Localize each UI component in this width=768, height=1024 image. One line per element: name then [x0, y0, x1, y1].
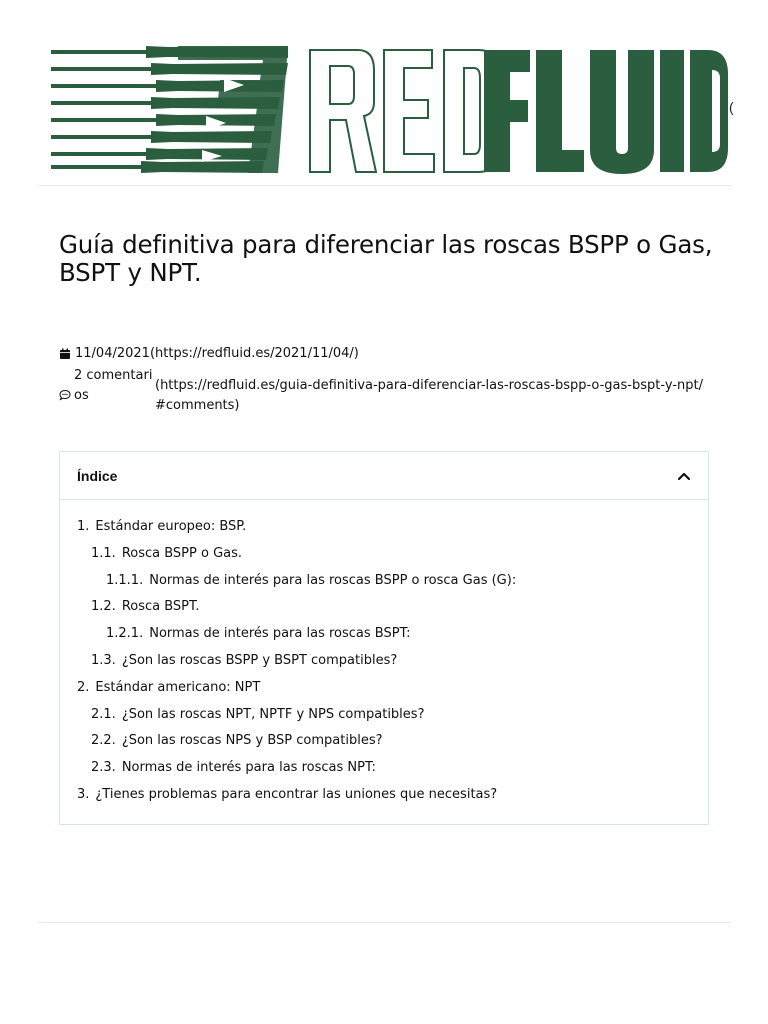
toc-item[interactable]: 1.2.1. Normas de interés para las roscas BSPT: [106, 626, 411, 642]
toc-list [60, 500, 708, 809]
post-date-url: (https://redfluid.es/2021/11/04/) [149, 346, 359, 361]
table-of-contents [59, 451, 709, 825]
comments-url-link[interactable]: (https://redfluid.es/guia-definitiva-para-diferenciar-las-roscas-bspp-o-gas-bspt-y-npt/#comments) [155, 378, 703, 413]
comments-count-link[interactable]: 2 comentarios [74, 368, 153, 403]
toc-title: Índice [77, 467, 118, 484]
toc-item[interactable]: 1. Estándar europeo: BSP. [77, 519, 247, 534]
toc-header[interactable] [60, 452, 708, 500]
logo-red-letters [310, 50, 500, 172]
header-divider [38, 185, 732, 186]
site-header [0, 0, 768, 186]
toc-item[interactable]: 2.1. ¿Son las roscas NPT, NPTF y NPS compatibles? [91, 706, 425, 722]
toc-item[interactable]: 2. Estándar americano: NPT [77, 679, 261, 695]
post-date-text: 11/04/2021 [75, 346, 150, 361]
fluid-streams-icon [51, 46, 288, 173]
toc-item[interactable]: 1.2. Rosca BSPT. [91, 599, 200, 615]
toc-item[interactable]: 1.1. Rosca BSPP o Gas. [91, 545, 243, 561]
calendar-icon [59, 348, 71, 360]
toc-item[interactable]: 1.3. ¿Son las roscas BSPP y BSPT compatibles? [91, 652, 398, 668]
footer-divider [38, 922, 732, 923]
toc-item[interactable]: 1.1.1. Normas de interés para las roscas BSPP o rosca Gas (G): [106, 572, 517, 588]
post-date [59, 346, 359, 361]
post-date-link[interactable] [75, 346, 359, 361]
header-stray-paren: ( [729, 99, 734, 115]
logo-fluid-letters [484, 50, 728, 174]
redfluid-logo [48, 40, 728, 180]
toc-item[interactable]: 3. ¿Tienes problemas para encontrar las uniones que necesitas? [77, 786, 498, 802]
toc-item[interactable]: 2.2. ¿Son las roscas NPS y BSP compatibles? [91, 733, 383, 749]
site-logo-link[interactable] [48, 40, 728, 180]
comment-icon [59, 389, 71, 401]
chevron-up-icon[interactable] [676, 468, 692, 484]
toc-item[interactable]: 2.3. Normas de interés para las roscas NPT: [91, 760, 376, 776]
article-title: Guía definitiva para diferenciar las roscas BSPP o Gas, BSPT y NPT. [59, 230, 713, 287]
